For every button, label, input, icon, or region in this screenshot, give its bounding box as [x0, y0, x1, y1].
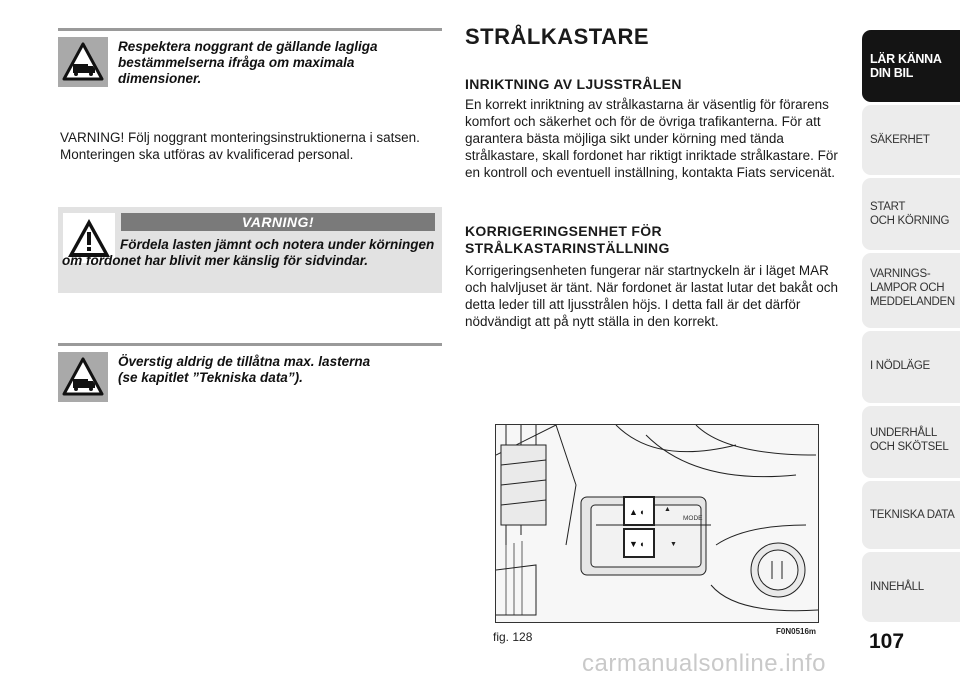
truck-warning-icon — [58, 352, 108, 402]
tab-label-line: DIN BIL — [870, 66, 914, 80]
tab-underhall-och-skotsel[interactable] — [862, 406, 960, 478]
note-line: dimensioner. — [118, 71, 202, 86]
warning-paragraph — [60, 129, 445, 163]
tab-label — [870, 267, 955, 309]
tab-sakerhet[interactable] — [862, 105, 960, 175]
note-line: bestämmelserna ifråga om maximala — [118, 55, 355, 70]
tab-label-line: LAMPOR OCH — [870, 282, 945, 294]
tab-label-line: LÄR KÄNNA — [870, 52, 942, 66]
tab-label-line: UNDERHÅLL — [870, 427, 937, 439]
tab-innehall[interactable] — [862, 552, 960, 622]
tab-label-line: VARNINGS- — [870, 268, 931, 280]
tab-start-och-korning[interactable] — [862, 178, 960, 250]
svg-text:◖: ◖ — [639, 539, 645, 549]
warning-heading: VARNING! — [121, 213, 435, 231]
tab-varningslampor[interactable] — [862, 253, 960, 328]
truck-warning-icon — [58, 37, 108, 87]
dashboard-illustration — [496, 425, 818, 622]
tab-label: TEKNISKA DATA — [870, 509, 955, 521]
note-max-load — [58, 343, 442, 385]
note-dimensions-text — [118, 39, 378, 87]
note-line: Överstig aldrig de tillåtna max. lasterna — [118, 354, 371, 369]
subheading-alignment: INRIKTNING AV LJUSSTRÅLEN — [465, 76, 682, 92]
svg-text:▼: ▼ — [670, 541, 677, 548]
tab-label-line: START — [870, 201, 906, 213]
watermark: carmanualsonline.info — [582, 650, 826, 677]
figure-headlight-corrector — [495, 424, 819, 623]
tab-label-line: MEDDELANDEN — [870, 296, 955, 308]
subheading-line: KORRIGERINGSENHET FÖR — [465, 223, 662, 239]
paragraph-line: VARNING! Följ noggrant monteringsinstruktionerna i satsen. — [60, 130, 420, 145]
svg-text:▲: ▲ — [664, 506, 671, 513]
mode-label: MODE — [683, 515, 703, 522]
tab-label — [870, 52, 942, 80]
tab-label: I NÖDLÄGE — [870, 360, 930, 372]
tab-label — [870, 200, 949, 228]
figure-code: F0N0516m — [776, 627, 817, 636]
svg-text:▲: ▲ — [629, 507, 638, 517]
tab-tekniska-data[interactable] — [862, 481, 960, 549]
subheading-line: STRÅLKASTARINSTÄLLNING — [465, 240, 670, 256]
note-line: Respektera noggrant de gällande lagliga — [118, 39, 378, 54]
tab-i-nodlage[interactable] — [862, 331, 960, 403]
warning-text: Fördela lasten jämnt och notera under körningen om fordonet har blivit mer känslig för sidvindar. — [62, 237, 435, 268]
tab-label-line: OCH KÖRNING — [870, 215, 950, 227]
paragraph-corrector: Korrigeringsenheten fungerar när startnyckeln är i läget MAR och halvljuset är tänt. När fordonet är lastat lutar det bakåt och detta leder till att ljusstrålen höjs. I detta fall är det därför nödvändigt att på nytt ställa in den korrekt. — [465, 263, 838, 329]
tab-label: INNEHÅLL — [870, 581, 924, 593]
paragraph-alignment: En korrekt inriktning av strålkastarna är väsentlig för förarens komfort och säkerhet och för de övriga trafikanterna. För att garantera bästa möjliga sikt under körning med tända strålkastare, skall fordonet har riktigt inriktade strålkastare. För en kontroll och eventuell inställning, kontakta Fiats servicenät. — [465, 97, 838, 180]
paragraph-line: Monteringen ska utföras av kvalificerad personal. — [60, 147, 354, 162]
tab-lar-kanna-din-bil[interactable] — [862, 30, 960, 102]
figure-caption: fig. 128 — [493, 630, 533, 644]
note-line: (se kapitlet ”Tekniska data”). — [118, 370, 303, 385]
note-max-load-text — [118, 354, 370, 386]
subheading-corrector — [465, 223, 670, 257]
note-dimensions — [58, 28, 442, 86]
svg-text:◖: ◖ — [639, 507, 645, 517]
tab-label-line: OCH SKÖTSEL — [870, 441, 949, 453]
svg-text:▼: ▼ — [629, 539, 638, 549]
tab-label: SÄKERHET — [870, 134, 930, 146]
tab-label — [870, 426, 949, 454]
warning-box — [58, 207, 442, 293]
section-title: STRÅLKASTARE — [465, 24, 650, 49]
page-number: 107 — [869, 630, 905, 653]
